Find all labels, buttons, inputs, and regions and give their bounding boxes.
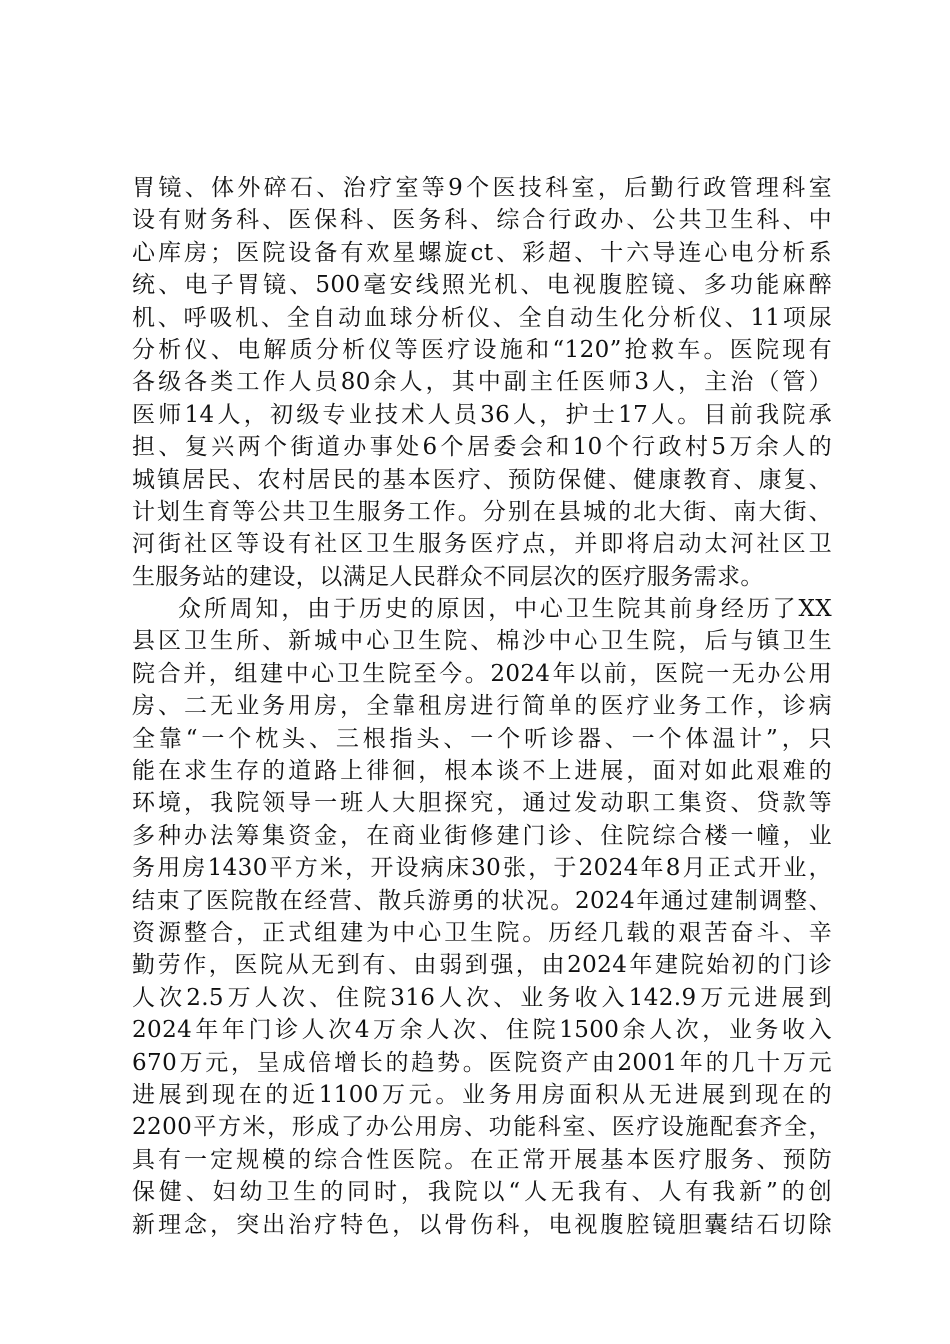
- text-line: 计划生育等公共卫生服务工作。分别在县城的北大街、南大街、: [132, 498, 832, 525]
- text-line: 进展到现在的近1100万元。业务用房面积从无进展到现在的: [132, 1081, 832, 1108]
- text-line: 生服务站的建设，以满足人民群众不同层次的医疗服务需求。: [132, 563, 764, 590]
- text-line: 全靠“一个枕头、三根指头、一个听诊器、一个体温计”，只: [132, 725, 832, 752]
- text-line: 县区卫生所、新城中心卫生院、棉沙中心卫生院，后与镇卫生: [132, 628, 832, 655]
- text-line: 胃镜、体外碎石、治疗室等9个医技科室，后勤行政管理科室: [132, 175, 832, 201]
- text-line: 分析仪、电解质分析仪等医疗设施和“120”抢救车。医院现有: [132, 336, 832, 363]
- text-line: 城镇居民、农村居民的基本医疗、预防保健、健康教育、康复、: [132, 466, 832, 493]
- text-line: 众所周知，由于历史的原因，中心卫生院其前身经历了XX: [178, 596, 832, 623]
- text-line: 具有一定规模的综合性医院。在正常开展基本医疗服务、预防: [132, 1146, 832, 1173]
- text-line: 环境，我院领导一班人大胆探究，通过发动职工集资、贷款等: [132, 790, 832, 817]
- paragraph: [132, 593, 832, 1241]
- text-line: 670万元，呈成倍增长的趋势。医院资产由2001年的几十万元: [132, 1049, 832, 1076]
- text-line: 新理念，突出治疗特色，以骨伤科，电视腹腔镜胆囊结石切除: [132, 1211, 832, 1238]
- paragraph: [132, 172, 832, 593]
- text-line: 院合并，组建中心卫生院至今。2024年以前，医院一无办公用: [132, 660, 832, 687]
- text-line: 2200平方米，形成了办公用房、功能科室、医疗设施配套齐全，: [132, 1114, 832, 1141]
- text-line: 勤劳作，医院从无到有、由弱到强，由2024年建院始初的门诊: [132, 952, 832, 979]
- text-line: 机、呼吸机、全自动血球分析仪、全自动生化分析仪、11项尿: [132, 304, 832, 331]
- text-line: 房、二无业务用房，全靠租房进行简单的医疗业务工作，诊病: [132, 693, 832, 720]
- text-line: 医师14人，初级专业技术人员36人，护士17人。目前我院承: [132, 401, 832, 428]
- text-line: 务用房1430平方米，开设病床30张，于2024年8月正式开业，: [132, 855, 832, 882]
- text-line: 各级各类工作人员80余人，其中副主任医师3人，主治（管）: [132, 369, 832, 396]
- text-line: 2024年年门诊人次4万余人次、住院1500余人次，业务收入: [132, 1017, 832, 1044]
- text-line: 心库房；医院设备有欢星螺旋ct、彩超、十六导连心电分析系: [132, 239, 832, 266]
- text-line: 能在求生存的道路上徘徊，根本谈不上进展，面对如此艰难的: [132, 758, 832, 785]
- body-text: [132, 172, 832, 1241]
- text-line: 统、电子胃镜、500毫安线照光机、电视腹腔镜、多功能麻醉: [132, 272, 832, 299]
- text-line: 资源整合，正式组建为中心卫生院。历经几载的艰苦奋斗、辛: [132, 919, 832, 946]
- text-line: 人次2.5万人次、住院316人次、业务收入142.9万元进展到: [132, 984, 832, 1011]
- text-line: 担、复兴两个街道办事处6个居委会和10个行政村5万余人的: [132, 434, 832, 461]
- text-line: 结束了医院散在经营、散兵游勇的状况。2024年通过建制调整、: [132, 887, 832, 914]
- text-line: 多种办法筹集资金，在商业街修建门诊、住院综合楼一幢，业: [132, 822, 832, 849]
- text-line: 保健、妇幼卫生的同时，我院以“人无我有、人有我新”的创: [132, 1179, 832, 1206]
- text-line: 河街社区等设有社区卫生服务医疗点，并即将启动太河社区卫: [132, 531, 832, 558]
- text-line: 设有财务科、医保科、医务科、综合行政办、公共卫生科、中: [132, 207, 832, 234]
